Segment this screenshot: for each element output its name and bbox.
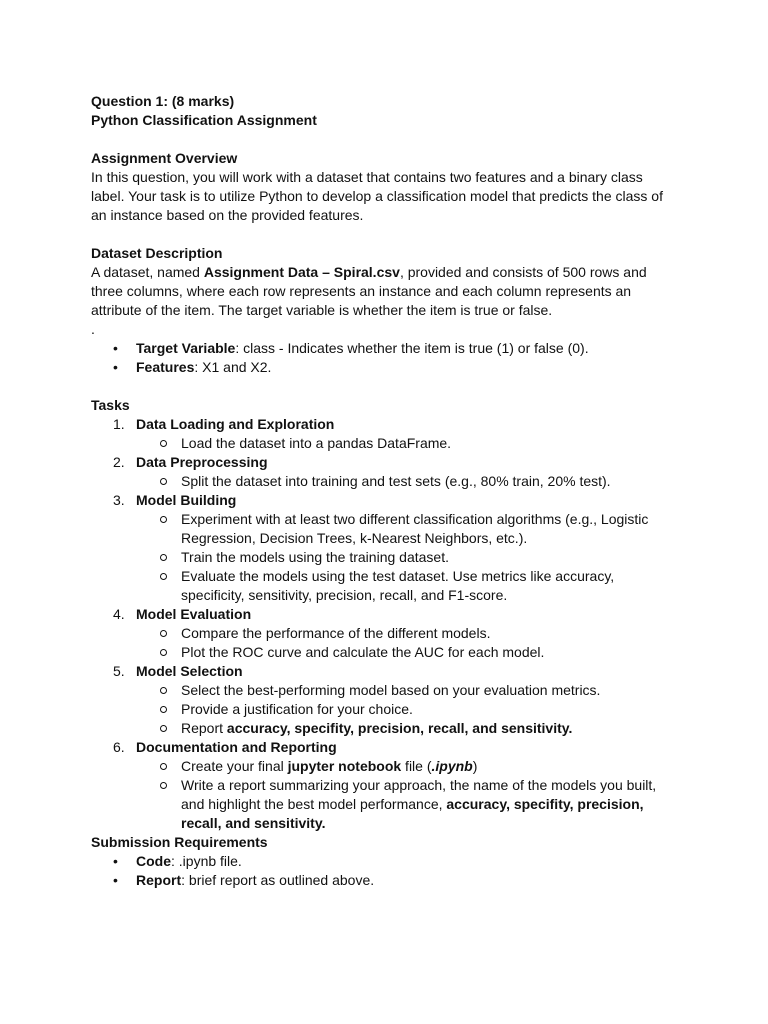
submission-bullet-list bbox=[91, 852, 679, 890]
spacer bbox=[91, 130, 679, 149]
dataset-text-after: , provided and consists of 500 rows and three columns, where each row represents an instance and each column represents an attribute of the item. The target variable is whether the item is true or false. bbox=[91, 264, 647, 318]
task-item bbox=[91, 491, 679, 605]
tasks-heading: Tasks bbox=[91, 397, 130, 413]
overview-text: In this question, you will work with a dataset that contains two features and a binary class label. Your task is to utilize Python to develop a classification model that predicts the class of an instance based on the provided features. bbox=[91, 169, 663, 223]
bullet-text: : X1 and X2. bbox=[194, 359, 272, 375]
task-item bbox=[91, 662, 679, 738]
task-sub-list bbox=[136, 624, 679, 662]
overview-heading: Assignment Overview bbox=[91, 150, 238, 166]
list-item: Evaluate the models using the test dataset. Use metrics like accuracy, specificity, sensitivity, precision, recall, and F1-score. bbox=[136, 567, 679, 605]
write-metrics: accuracy, specifity, precision, recall, and sensitivity. bbox=[181, 796, 644, 831]
spacer bbox=[91, 225, 679, 244]
create-end: ) bbox=[472, 758, 478, 774]
question-label: Question 1: (8 marks) bbox=[91, 93, 235, 109]
bullet-label: Code bbox=[136, 853, 171, 869]
dataset-heading: Dataset Description bbox=[91, 245, 223, 261]
assignment-title: Python Classification Assignment bbox=[91, 112, 317, 128]
tasks-list bbox=[91, 415, 679, 833]
bullet-label: Report bbox=[136, 872, 182, 888]
list-item: Plot the ROC curve and calculate the AUC for each model. bbox=[136, 643, 679, 662]
task-sub-list bbox=[136, 510, 679, 605]
task-sub-list bbox=[136, 681, 679, 738]
dataset-text bbox=[91, 263, 679, 320]
task-item bbox=[91, 415, 679, 453]
list-item bbox=[136, 776, 679, 833]
task-item bbox=[91, 738, 679, 833]
task-number: 3. bbox=[113, 492, 125, 508]
list-item: Select the best-performing model based on your evaluation metrics. bbox=[136, 681, 679, 700]
bullet-label: Features bbox=[136, 359, 195, 375]
list-item bbox=[91, 871, 679, 890]
list-item: Experiment with at least two different classification algorithms (e.g., Logistic Regression, Decision Trees, k-Nearest Neighbors, etc.). bbox=[136, 510, 679, 548]
report-prefix: Report bbox=[181, 720, 227, 736]
list-item bbox=[91, 358, 679, 377]
task-title: Data Loading and Exploration bbox=[136, 416, 335, 432]
create-prefix: Create your final bbox=[181, 758, 288, 774]
dataset-text-before: A dataset, named bbox=[91, 264, 204, 280]
list-item: Provide a justification for your choice. bbox=[136, 700, 679, 719]
task-sub-list bbox=[136, 434, 679, 453]
list-item bbox=[91, 852, 679, 871]
bullet-text: : class - Indicates whether the item is true (1) or false (0). bbox=[235, 340, 589, 356]
submission-heading: Submission Requirements bbox=[91, 834, 268, 850]
task-sub-list bbox=[136, 472, 679, 491]
list-item: Split the dataset into training and test sets (e.g., 80% train, 20% test). bbox=[136, 472, 679, 491]
document-page bbox=[91, 92, 679, 890]
notebook-label: jupyter notebook bbox=[287, 758, 402, 774]
task-sub-list bbox=[136, 757, 679, 833]
spacer bbox=[91, 377, 679, 396]
task-title: Model Building bbox=[136, 492, 237, 508]
list-item bbox=[136, 757, 679, 776]
notebook-extension: .ipynb bbox=[431, 758, 473, 774]
list-item: Compare the performance of the different models. bbox=[136, 624, 679, 643]
task-title: Documentation and Reporting bbox=[136, 739, 337, 755]
task-number: 5. bbox=[113, 663, 125, 679]
bullet-text: : brief report as outlined above. bbox=[181, 872, 375, 888]
bullet-label: Target Variable bbox=[136, 340, 236, 356]
bullet-text: : .ipynb file. bbox=[171, 853, 242, 869]
dataset-bullet-list bbox=[91, 339, 679, 377]
task-number: 6. bbox=[113, 739, 125, 755]
task-title: Model Selection bbox=[136, 663, 243, 679]
list-item bbox=[91, 339, 679, 358]
list-item bbox=[136, 719, 679, 738]
report-metrics: accuracy, specifity, precision, recall, and sensitivity. bbox=[226, 720, 573, 736]
list-item: Load the dataset into a pandas DataFrame. bbox=[136, 434, 679, 453]
task-number: 1. bbox=[113, 416, 125, 432]
create-mid: file ( bbox=[401, 758, 432, 774]
task-number: 4. bbox=[113, 606, 125, 622]
task-item bbox=[91, 605, 679, 662]
stray-dot: . bbox=[91, 321, 95, 337]
task-title: Model Evaluation bbox=[136, 606, 252, 622]
task-number: 2. bbox=[113, 454, 125, 470]
task-title: Data Preprocessing bbox=[136, 454, 268, 470]
write-prefix: Write a report summarizing your approach, the name of the models you built, and highlight the best model performance, bbox=[181, 777, 657, 812]
dataset-file-name: Assignment Data – Spiral.csv bbox=[203, 264, 400, 280]
task-item bbox=[91, 453, 679, 491]
list-item: Train the models using the training dataset. bbox=[136, 548, 679, 567]
